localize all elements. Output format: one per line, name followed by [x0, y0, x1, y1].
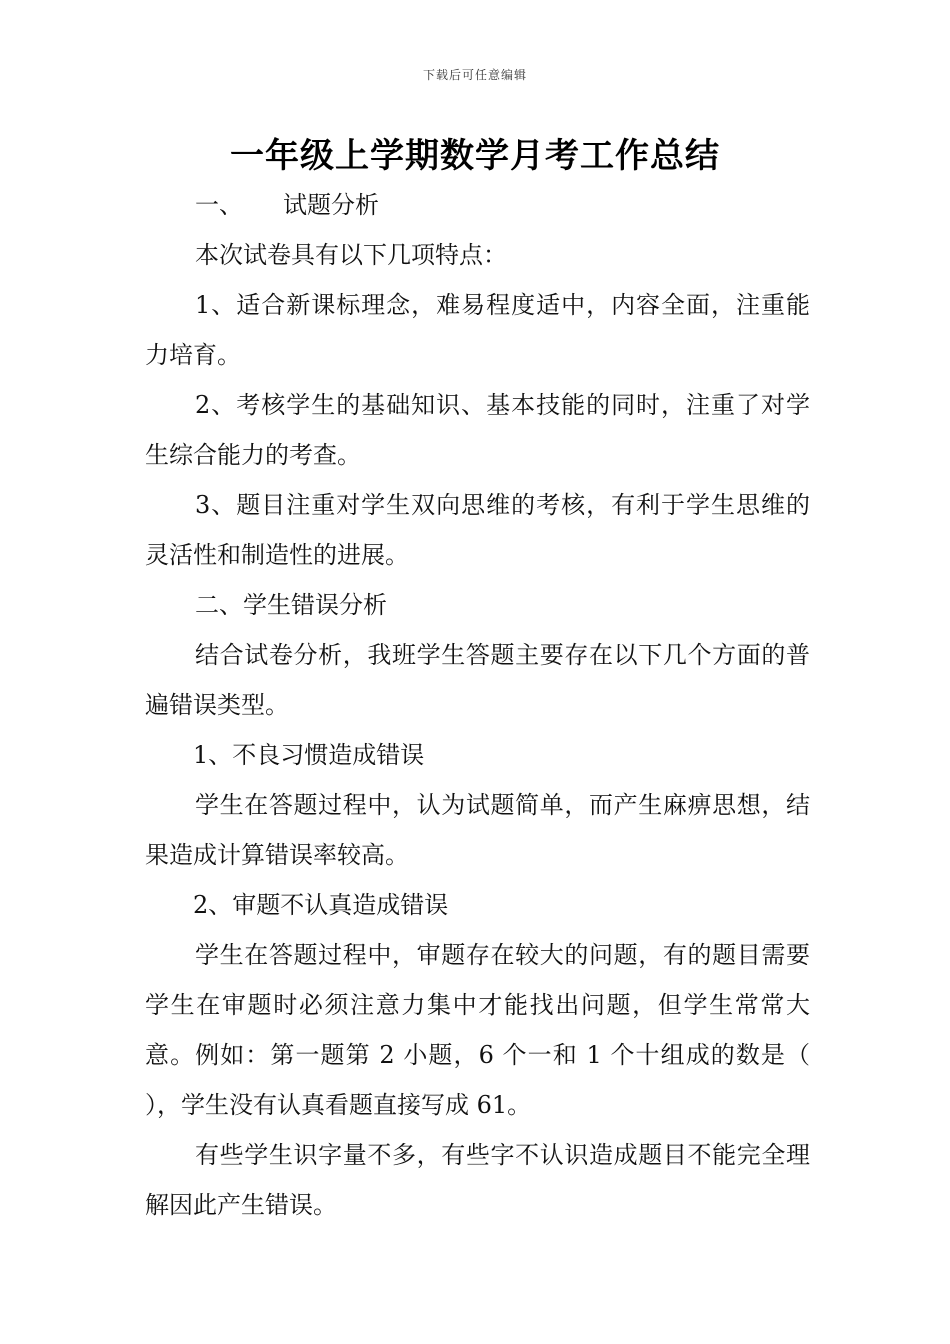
section2-sub1-text: 学生在答题过程中，认为试题简单，而产生麻痹思想，结果造成计算错误率较高。	[145, 791, 810, 869]
section1-intro: 本次试卷具有以下几项特点：	[195, 241, 507, 269]
document-body	[145, 180, 810, 1230]
section2-sub2-heading: 2、审题不认真造成错误	[193, 891, 449, 919]
section2-heading: 二、学生错误分析	[195, 591, 387, 619]
section2-sub1-heading: 1、不良习惯造成错误	[193, 741, 425, 769]
section1-point-1: 1、适合新课标理念，难易程度适中，内容全面，注重能力培育。	[145, 291, 810, 369]
section1-number: 一、	[195, 191, 243, 219]
section2-intro: 结合试卷分析，我班学生答题主要存在以下几个方面的普遍错误类型。	[145, 641, 810, 719]
section1-heading	[145, 180, 810, 230]
section2-sub2-text2: 有些学生识字量不多，有些字不认识造成题目不能完全理解因此产生错误。	[145, 1141, 810, 1219]
section2-sub2-text: 学生在答题过程中，审题存在较大的问题，有的题目需要学生在审题时必须注意力集中才能找出问题，但学生常常大意。例如：第一题第 2 小题，6 个一和 1 个十组成的数是（ ），学生没有认真看题直接写成 61。	[145, 941, 810, 1119]
section1-heading-text: 试题分析	[283, 191, 379, 219]
page-title: 一年级上学期数学月考工作总结	[230, 136, 720, 176]
header-note: 下载后可任意编辑	[422, 68, 527, 82]
section1-point-2: 2、考核学生的基础知识、基本技能的同时，注重了对学生综合能力的考查。	[145, 391, 810, 469]
section1-point-3: 3、题目注重对学生双向思维的考核，有利于学生思维的灵活性和制造性的进展。	[145, 491, 810, 569]
